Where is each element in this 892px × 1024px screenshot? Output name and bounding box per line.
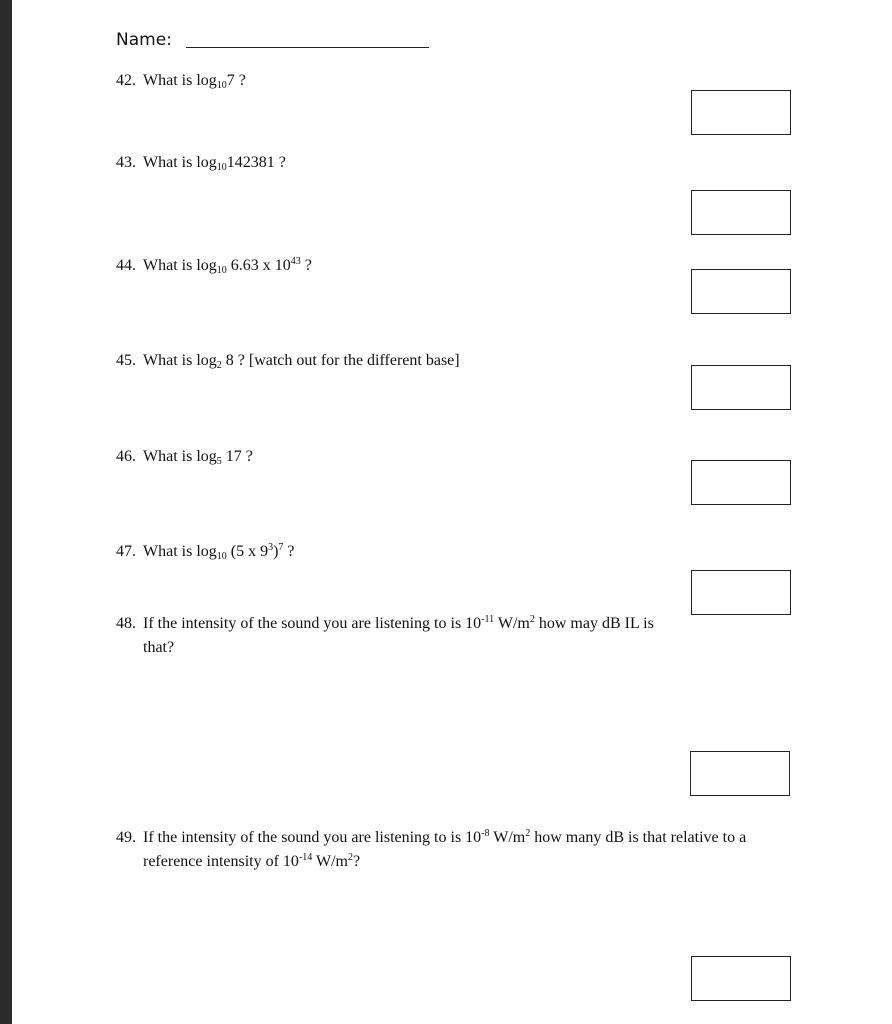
answer-box-43[interactable] (691, 190, 791, 235)
question-49: 49. If the intensity of the sound you are listening to is $10^{-8}$ $W/m^2$ how many dB is that relative to a reference intensity of $10^{-14}$ $W/m^2$? (116, 828, 747, 870)
question-number: 46. (116, 448, 136, 465)
question-number: 42. (116, 72, 136, 89)
question-number: 44. (116, 257, 136, 274)
question-number: 45. (116, 352, 136, 369)
question-46: 46. What is $\log_5 17$ ? (116, 445, 253, 469)
answer-box-45[interactable] (691, 365, 791, 410)
name-field-line[interactable] (186, 47, 429, 48)
question-48: 48. If the intensity of the sound you are listening to is $10^{-11}$ $W/m^2$ how may dB IL is that? (116, 614, 654, 656)
worksheet-page (12, 0, 892, 1024)
question-number: 43. (116, 154, 136, 171)
question-number: 48. (116, 615, 136, 632)
answer-box-49[interactable] (691, 956, 791, 1001)
answer-box-47[interactable] (691, 570, 791, 615)
name-label: Name: (116, 30, 172, 50)
answer-box-46[interactable] (691, 460, 791, 505)
question-47: 47. What is $\log_{10} (5$ x $9^3)^7$ ? (116, 542, 295, 562)
answer-box-44[interactable] (691, 269, 791, 314)
answer-box-42[interactable] (691, 90, 791, 135)
left-dark-border (0, 0, 12, 1024)
answer-box-48[interactable] (690, 751, 790, 796)
question-44: 44. What is $\log_{10} 6.63$ x $10^{43}$ ? (116, 256, 312, 276)
question-45: 45. What is $\log_2 8$ ? [watch out for the different base] (116, 349, 460, 373)
question-42: 42. What is $\log_{10}7$ ? (116, 69, 246, 93)
question-43: 43. What is $\log_{10}142381$ ? (116, 151, 286, 175)
question-number: 49. (116, 829, 136, 846)
question-number: 47. (116, 543, 136, 560)
